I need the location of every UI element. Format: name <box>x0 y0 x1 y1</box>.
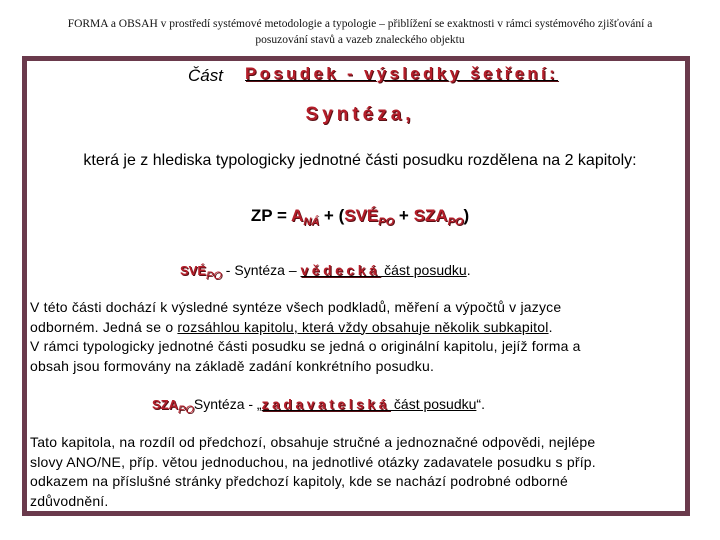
section2-line-1: Tato kapitola, na rozdíl od předchozí, obsahuje stručné a jednoznačné odpovědi, nejlépe <box>30 434 596 450</box>
formula-sza-sub: PO <box>447 216 464 228</box>
formula-sve-sub: PO <box>378 216 395 228</box>
synteza-heading: Syntéza, <box>305 104 415 125</box>
section1-line-2a: odborném. Jedná se o <box>30 318 178 335</box>
section1-code: SVÉ <box>180 263 207 278</box>
section1-line-2-underlined: rozsáhlou kapitolu, která vždy obsahuje několik subkapitol <box>177 318 549 335</box>
section2-line-4: zdůvodnění. <box>30 492 109 509</box>
section2-line-3: odkazem na příslušné stránky předchozí kapitoly, kde se nachází podrobné odborné <box>30 473 568 489</box>
section2-title <box>152 396 485 416</box>
section2-paragraph <box>30 433 660 511</box>
section2-prefix: Syntéza - „ <box>193 396 262 412</box>
section1-prefix: - Syntéza – <box>221 262 301 278</box>
section1-line-2 <box>30 318 660 338</box>
section1-line-2-end: . <box>548 318 553 335</box>
formula-sve: SVÉ <box>344 206 379 225</box>
section1-line-4: obsah jsou formovány na základě zadání konkrétního posudku. <box>30 357 435 374</box>
formula-zp: ZP <box>250 206 273 225</box>
section1-spaced-word: vědecká <box>300 262 381 278</box>
section2-spaced-word: zadavatelská <box>261 396 391 412</box>
formula-sza: SZA <box>413 206 448 225</box>
formula-a-sub: NÁ <box>303 216 320 228</box>
section2-suffix: část posudku <box>390 396 477 412</box>
posudek-heading: Posudek - výsledky šetření: <box>245 64 559 83</box>
section1-paragraph <box>30 298 660 376</box>
formula-close: ) <box>463 206 470 225</box>
section2-code: SZA <box>152 397 178 412</box>
cast-label: Část <box>188 66 223 85</box>
formula-eq: = <box>272 206 292 225</box>
formula <box>0 206 720 226</box>
header-line-2: posuzování stavů a vazeb znaleckého objektu <box>255 34 465 46</box>
header-line-1: FORMA a OBSAH v prostředí systémové metodologie a typologie – přiblížení se exaktnosti v rámci systémového zjišťování a <box>67 18 653 30</box>
section1-line-3: V rámci typologicky jednotné části posudku se jedná o originální kapitolu, jejíž forma a <box>30 338 581 354</box>
section1-code-sub: PO <box>206 270 222 282</box>
formula-plus-1: + ( <box>319 206 345 225</box>
section2-end: “. <box>476 396 485 412</box>
section1-end: . <box>466 262 471 278</box>
section2-code-sub: PO <box>178 404 194 416</box>
formula-a: A <box>291 206 304 225</box>
intro-text: která je z hlediska typologicky jednotné části posudku rozdělena na 2 kapitoly: <box>83 152 637 169</box>
page-header <box>20 16 700 48</box>
formula-plus-2: + <box>394 206 414 225</box>
section1-title <box>180 262 471 282</box>
section1-line-1: V této části dochází k výsledné syntéze všech podkladů, měření a výpočtů v jazyce <box>30 299 562 315</box>
section2-line-2: slovy ANO/NE, příp. větou jednoduchou, na jednotlivé otázky zadavatele posudku s příp. <box>30 453 596 470</box>
section1-suffix: část posudku <box>380 262 467 278</box>
